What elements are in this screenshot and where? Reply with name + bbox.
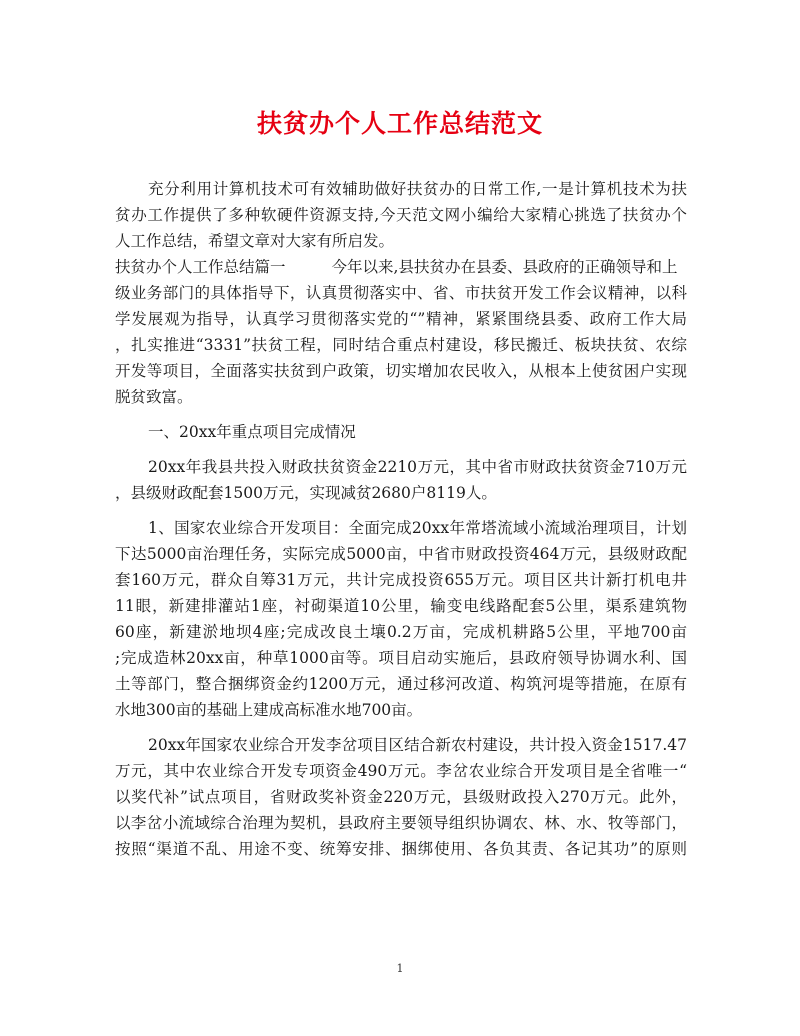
body-line: 按照“渠道不乱、用途不变、统筹安排、捆绑使用、各负其责、各记其功”的原则 (115, 840, 687, 858)
body-line: ，县级财政配套1500万元，实现减贫2680户8119人。 (115, 484, 497, 502)
body-line: 套160万元，群众自筹31万元，共计完成投资655万元。项目区共计新打机电井 (115, 571, 687, 589)
body-line: 土等部门，整合捆绑资金约1200万元，通过移河改道、构筑河堤等措施，在原有 (115, 675, 687, 693)
body-text: 今年以来,县扶贫办在县委、县政府的正确领导和上 (331, 258, 678, 276)
body-line: ;完成造林20xx亩，种草1000亩等。项目启动实施后，县政府领导协调水利、国 (115, 649, 687, 667)
body-line: 开发等项目，全面落实扶贫到户政策，切实增加农民收入，从根本上使贫困户实现 (115, 362, 687, 380)
body-line: 学发展观为指导，认真学习贯彻落实党的“”精神，紧紧围绕县委、政府工作大局 (115, 310, 687, 328)
body-line: ，扎实推进“3331”扶贫工程，同时结合重点村建设，移民搬迁、板块扶贫、农综 (115, 336, 687, 354)
body-line: 以奖代补”试点项目，省财政奖补资金220万元，县级财政投入270万元。此外， (115, 788, 687, 806)
body-line: 人工作总结，希望文章对大家有所启发。 (115, 232, 395, 250)
body-line: 1、国家农业综合开发项目：全面完成20xx年常塔流域小流域治理项目，计划 (148, 519, 687, 537)
body-line: 水地300亩的基础上建成高标准水地700亩。 (115, 701, 423, 719)
document-title: 扶贫办个人工作总结范文 (256, 109, 543, 138)
body-line: 60座，新建淤地坝4座;完成改良土壤0.2万亩，完成机耕路5公里，平地700亩 (115, 623, 687, 641)
body-line: 11眼，新建排灌站1座，衬砌渠道10公里，输变电线路配套5公里，渠系建筑物 (115, 597, 687, 615)
body-line: 以李岔小流域综合治理为契机，县政府主要领导组织协调农、林、水、牧等部门， (115, 814, 687, 832)
subsection-heading: 一、20xx年重点项目完成情况 (148, 423, 356, 441)
body-line: 20xx年国家农业综合开发李岔项目区结合新农村建设，共计投入资金1517.47 (148, 736, 687, 754)
body-line: 级业务部门的具体指导下，认真贯彻落实中、省、市扶贫开发工作会议精神，以科 (115, 284, 687, 302)
body-line: 脱贫致富。 (115, 388, 193, 406)
section-heading: 扶贫办个人工作总结篇一 (115, 258, 286, 276)
page-number: 1 (396, 962, 404, 975)
body-line: 贫办工作提供了多种软硬件资源支持,今天范文网小编给大家精心挑选了扶贫办个 (115, 206, 687, 224)
body-line: 充分利用计算机技术可有效辅助做好扶贫办的日常工作,一是计算机技术为扶 (148, 180, 687, 198)
section-heading-line (115, 257, 687, 277)
body-line: 下达5000亩治理任务，实际完成5000亩，中省市财政投资464万元，县级财政配 (115, 545, 687, 563)
body-line: 20xx年我县共投入财政扶贫资金2210万元，其中省市财政扶贫资金710万元 (148, 458, 687, 476)
body-line: 万元，其中农业综合开发专项资金490万元。李岔农业综合开发项目是全省唯一“ (115, 762, 687, 780)
